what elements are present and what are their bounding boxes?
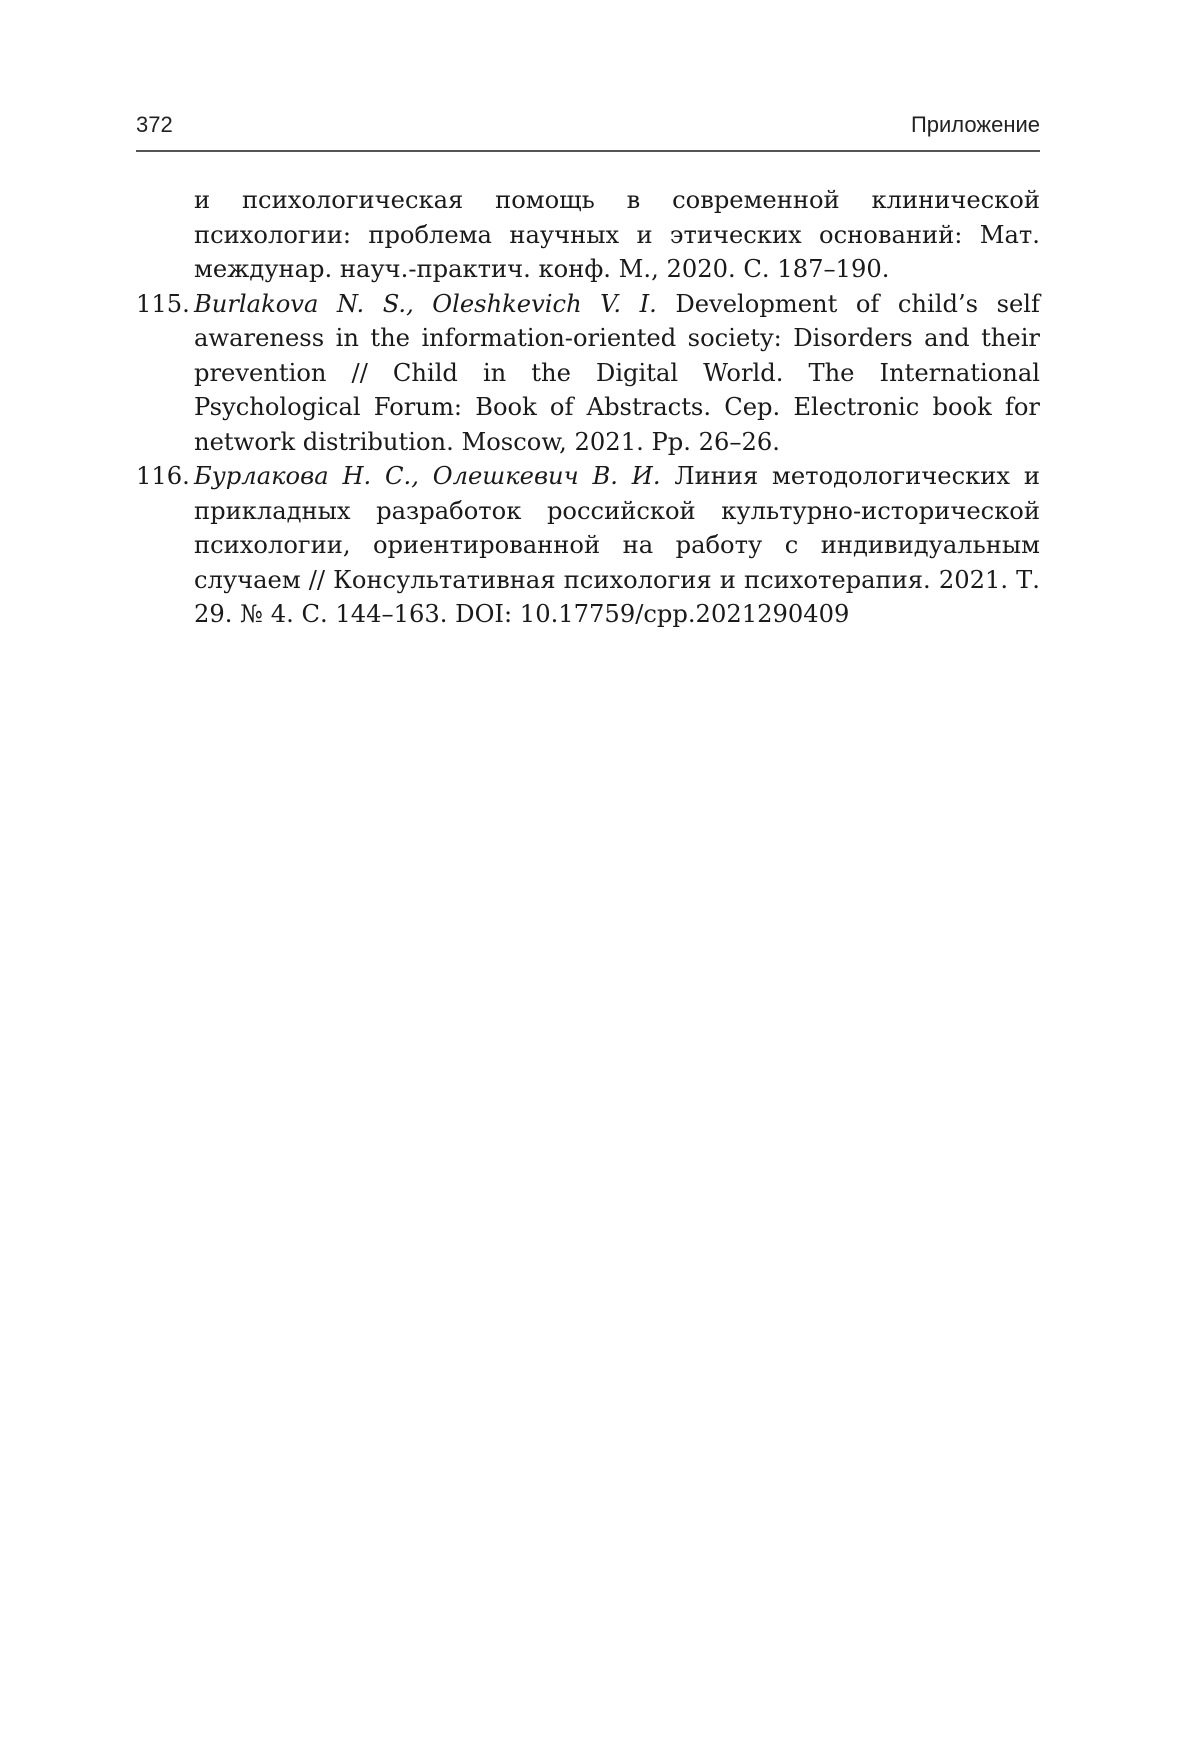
reference-text: Development of child’s self awareness in the information-oriented society: Disorders and their prevention // Child in the Digital World. The International Psychological Forum: Book of Abstracts. Сер. Electronic book for network distribution. Moscow, 2021. Pp. 26–26. — [194, 289, 1040, 456]
reference-authors: Burlakova N. S., Oleshkevich V. I. — [194, 289, 676, 318]
reference-number: 115. — [136, 289, 190, 318]
reference-item — [136, 287, 1040, 460]
running-head: Приложение — [910, 112, 1040, 137]
header-divider — [136, 150, 1040, 152]
reference-text: и психологическая помощь в современной клинической психологии: проблема научных и этических оснований: Мат. междунар. науч.-практич. конф. М., 2020. С. 187–190. — [194, 186, 1040, 283]
reference-item — [136, 459, 1040, 632]
page-header — [136, 108, 1040, 148]
reference-authors: Бурлакова Н. С., Олешкевич В. И. — [194, 462, 675, 490]
reference-number: 116. — [136, 462, 190, 490]
reference-list — [136, 183, 1040, 632]
page-number: 372 — [136, 112, 173, 137]
reference-continuation — [136, 183, 1040, 287]
reference-text: Линия методологических и прикладных разработок российской культурно-исторической психологии, ориентированной на работу с индивидуальным случаем // Консультативная психология и психотерапия. 2021. Т. 29. № 4. С. 144–163. DOI: 10.17759/cpp.2021290409 — [194, 462, 1040, 628]
